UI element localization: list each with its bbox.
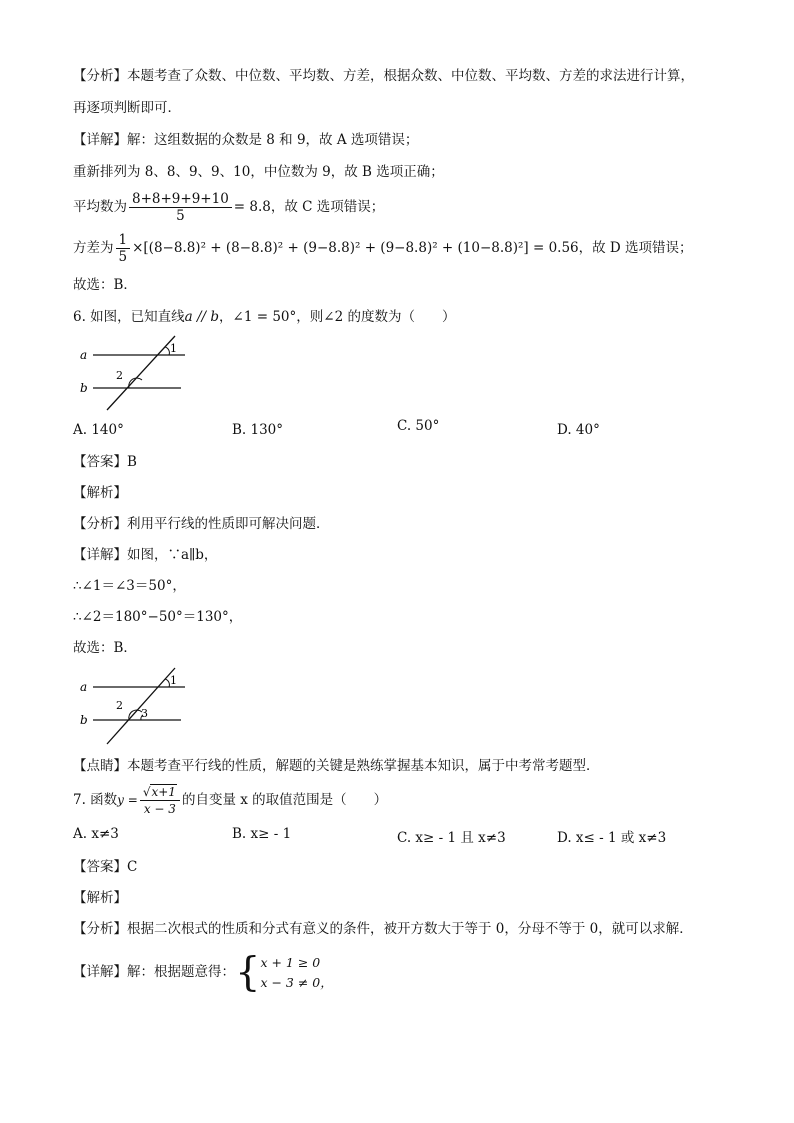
q6-label-a: a <box>80 348 88 362</box>
q7-option-a: A. x≠3 <box>73 826 119 842</box>
q6-detail-line3: ∴∠2＝180°−50°＝130°， <box>73 609 243 625</box>
q5-mean-line <box>73 190 384 224</box>
q7-func-denominator: x − 3 <box>143 802 176 816</box>
q5-detail-line1 <box>73 131 418 149</box>
q6-choose: 故选：B． <box>73 640 137 656</box>
q5-mean-suffix: = 8.8，故 C 选项错误； <box>233 199 385 215</box>
q5-variance-fraction <box>116 232 131 265</box>
q6-stem-a: 6. 如图，已知直线 <box>73 309 185 325</box>
q6-sol-label-1: 1 <box>170 674 177 687</box>
q7-system-line2-text: x − 3 ≠ 0 <box>260 974 321 990</box>
q5-variance-prefix: 方差为 <box>73 240 114 256</box>
q7-stem-a: 7. 函数 <box>73 792 118 808</box>
q6-detail-line2: ∴∠1＝∠3＝50°， <box>73 578 186 594</box>
q7-func-y: y = <box>117 793 138 807</box>
q6-label-b: b <box>80 381 88 395</box>
q7-analysis: 【分析】根据二次根式的性质和分式有意义的条件，被开方数大于等于 0，分母不等于 0，就可以求解． <box>73 921 693 937</box>
q7-option-c: C. x≥ - 1 且 x≠3 <box>397 830 506 846</box>
q6-sol-label-3: 3 <box>141 707 148 720</box>
q6-sol-angle1-arc <box>165 679 169 687</box>
q6-figure <box>73 332 193 414</box>
q7-system-line1: x + 1 ≥ 0 <box>260 954 321 970</box>
q7-answer: 【答案】C <box>73 859 138 875</box>
q7-func-fraction <box>140 784 180 817</box>
q6-option-d: D. 40° <box>557 422 600 438</box>
q7-func-numerator: √x+1 <box>140 784 180 801</box>
q5-analysis-line1 <box>73 67 694 85</box>
q5-variance-line <box>73 231 693 265</box>
q6-label-2: 2 <box>116 369 123 382</box>
q7-option-d: D. x≤ - 1 或 x≠3 <box>557 830 667 846</box>
q5-detail-line2: 重新排列为 8、8、9、9、10，中位数为 9，故 B 选项正确； <box>73 164 444 180</box>
q5-variance-numerator: 1 <box>116 232 131 249</box>
q6-label-1: 1 <box>170 342 177 355</box>
q5-detail-tag: 【详解】 <box>73 132 127 148</box>
q6-option-a: A. 140° <box>73 422 124 438</box>
q6-solution-figure <box>73 664 193 748</box>
q5-analysis-line2: 再逐项判断即可． <box>73 100 181 116</box>
q7-system-line2 <box>260 973 332 993</box>
q6-detail-line1: 【详解】如图，∵a∥b， <box>73 547 218 563</box>
q6-sol-label-b: b <box>80 713 88 727</box>
q5-mean-fraction <box>129 191 232 224</box>
q6-stem-parallel: a // b <box>184 309 220 325</box>
q5-mean-denominator: 5 <box>176 208 185 224</box>
q5-detail-text1: 解：这组数据的众数是 8 和 9，故 A 选项错误； <box>127 132 419 148</box>
q7-system-end: ， <box>320 974 333 990</box>
q7-system <box>260 953 332 993</box>
q7-stem-b: 的自变量 x 的取值范围是（ ） <box>181 792 388 808</box>
q5-variance-denominator: 5 <box>118 249 128 265</box>
q6-answer: 【答案】B <box>73 454 137 470</box>
q5-mean-prefix: 平均数为 <box>73 199 127 215</box>
q5-choose: 故选：B． <box>73 277 137 293</box>
q6-option-b: B. 130° <box>232 422 284 438</box>
q6-option-c: C. 50° <box>397 418 440 434</box>
q7-system-brace: { <box>235 949 261 996</box>
q5-variance-expression: ×[(8−8.8)² + (8−8.8)² + (9−8.8)² + (9−8.8)² + (10−8.8)²] = 0.56，故 D 选项错误； <box>132 240 693 256</box>
q6-stem-c: ，∠1 = 50°，则∠2 的度数为（ ） <box>219 309 456 325</box>
q7-stem <box>73 782 387 818</box>
q6-jiexi: 【解析】 <box>73 485 127 501</box>
q7-option-b: B. x≥ - 1 <box>232 826 292 842</box>
q7-func-radicand: x+1 <box>151 785 176 799</box>
q6-sol-label-2: 2 <box>116 699 123 712</box>
q7-detail-prefix: 【详解】解：根据题意得： <box>73 964 235 980</box>
q6-sol-label-a: a <box>80 680 88 694</box>
q5-analysis-tag: 【分析】 <box>73 68 127 84</box>
q5-analysis-text1: 本题考查了众数、中位数、平均数、方差，根据众数、中位数、平均数、方差的求法进行计算， <box>127 68 694 84</box>
q7-jiexi: 【解析】 <box>73 890 127 906</box>
q6-stem <box>73 308 455 326</box>
q6-angle1-arc <box>165 347 169 355</box>
q7-detail <box>73 950 333 994</box>
q6-analysis: 【分析】利用平行线的性质即可解决问题． <box>73 516 330 532</box>
q5-mean-numerator: 8+8+9+9+10 <box>129 191 232 208</box>
q6-comment: 【点睛】本题考查平行线的性质，解题的关键是熟练掌握基本知识，属于中考常考题型． <box>73 758 600 774</box>
